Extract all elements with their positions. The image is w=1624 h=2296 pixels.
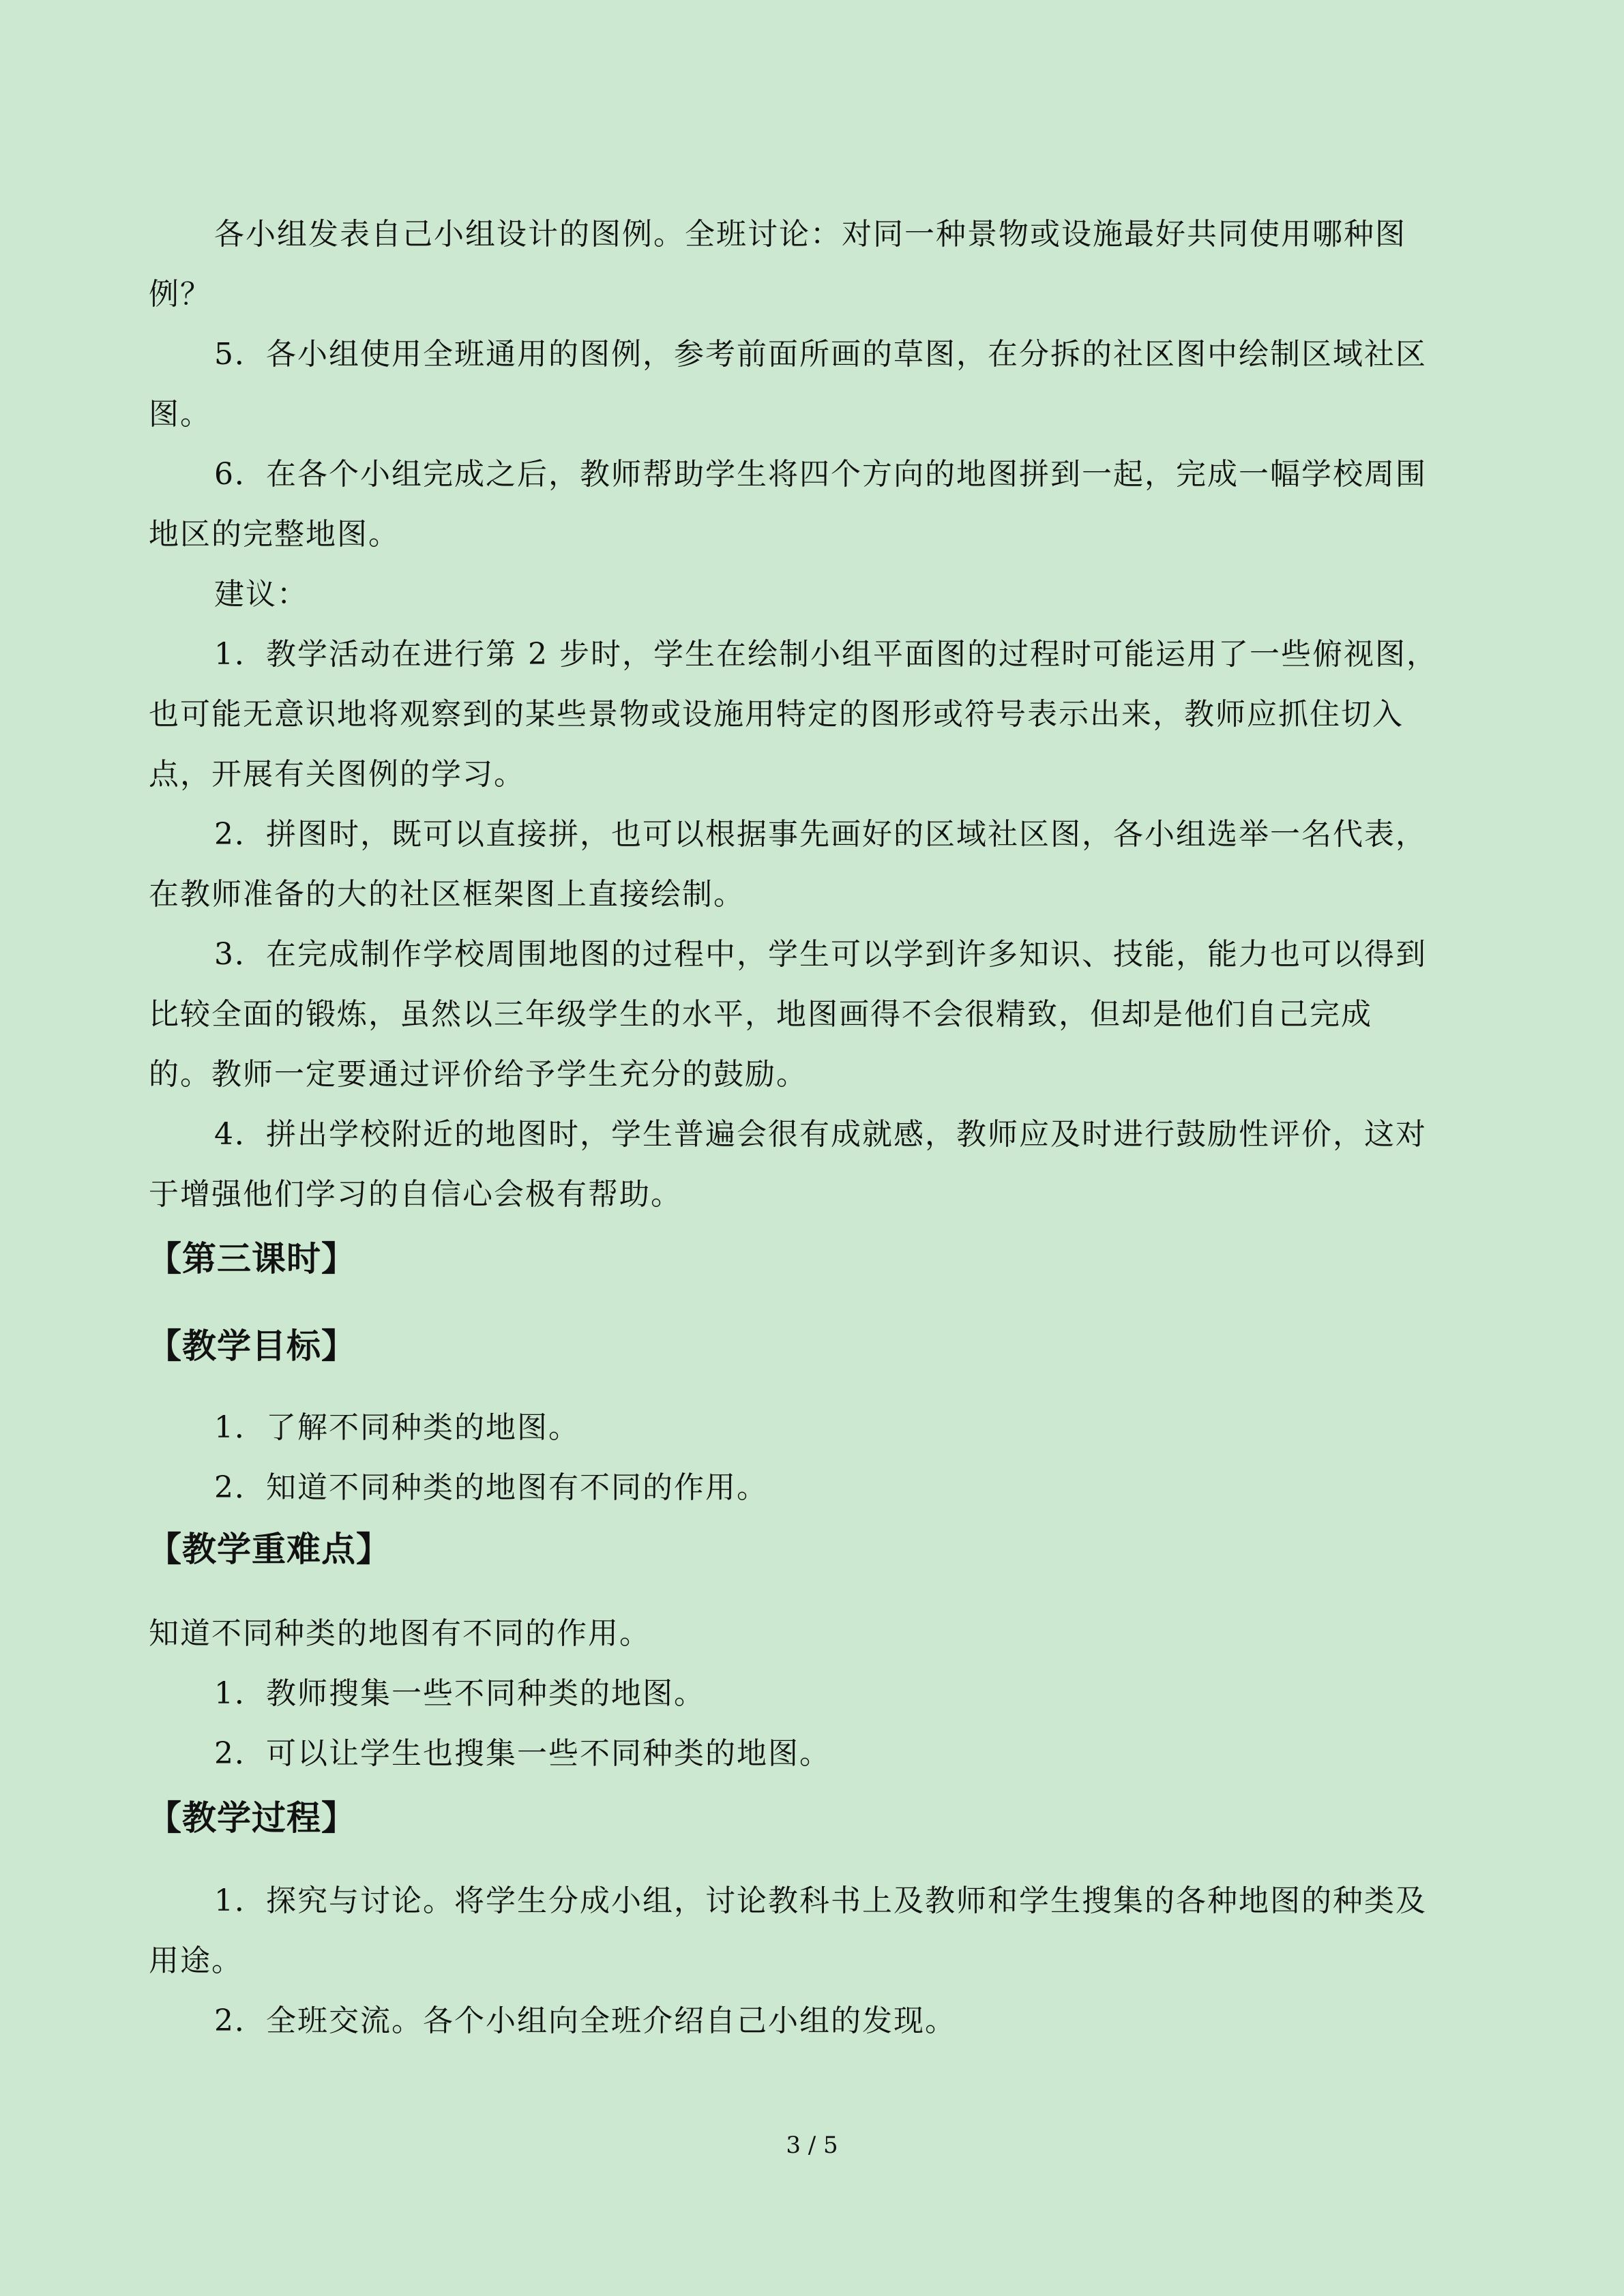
list-item: 1．教师搜集一些不同种类的地图。: [214, 1676, 705, 1711]
paragraph-line: 2．拼图时，既可以直接拼，也可以根据事先画好的区域社区图，各小组选举一名代表，: [214, 817, 1427, 852]
paragraph-line: 地区的完整地图。: [149, 517, 400, 552]
section-heading: 【教学过程】: [147, 1798, 356, 1838]
paragraph-line: 3．在完成制作学校周围地图的过程中，学生可以学到许多知识、技能，能力也可以得到: [214, 937, 1427, 972]
page-number: 3 / 5: [786, 2132, 838, 2159]
paragraph-line: 建议：: [214, 577, 308, 612]
paragraph-line: 于增强他们学习的自信心会极有帮助。: [149, 1177, 682, 1212]
paragraph-line: 1．探究与讨论。将学生分成小组，讨论教科书上及教师和学生搜集的各种地图的种类及: [214, 1883, 1427, 1918]
paragraph-line: 知道不同种类的地图有不同的作用。: [149, 1616, 651, 1651]
paragraph-line: 图。: [149, 397, 211, 432]
paragraph-line: 1．教学活动在进行第 2 步时，学生在绘制小组平面图的过程时可能运用了一些俯视图，: [214, 637, 1438, 672]
paragraph-line: 在教师准备的大的社区框架图上直接绘制。: [149, 877, 745, 912]
paragraph-line: 的。教师一定要通过评价给予学生充分的鼓励。: [149, 1057, 808, 1092]
section-heading: 【第三课时】: [147, 1239, 356, 1279]
list-item: 2．可以让学生也搜集一些不同种类的地图。: [214, 1736, 831, 1771]
paragraph-line: 4．拼出学校附近的地图时，学生普遍会很有成就感，教师应及时进行鼓励性评价，这对: [214, 1117, 1427, 1152]
list-item: 2．知道不同种类的地图有不同的作用。: [214, 1470, 768, 1505]
paragraph-line: 6．在各个小组完成之后，教师帮助学生将四个方向的地图拼到一起，完成一幅学校周围: [214, 457, 1427, 492]
section-heading: 【教学目标】: [147, 1326, 356, 1366]
paragraph-line: 5．各小组使用全班通用的图例，参考前面所画的草图，在分拆的社区图中绘制区域社区: [214, 337, 1427, 372]
paragraph-line: 各小组发表自己小组设计的图例。全班讨论：对同一种景物或设施最好共同使用哪种图: [214, 217, 1406, 252]
paragraph-line: 比较全面的锻炼，虽然以三年级学生的水平，地图画得不会很精致，但却是他们自己完成: [149, 997, 1372, 1032]
paragraph-line: 2．全班交流。各个小组向全班介绍自己小组的发现。: [214, 2003, 956, 2038]
list-item: 1．了解不同种类的地图。: [214, 1410, 580, 1445]
paragraph-line: 也可能无意识地将观察到的某些景物或设施用特定的图形或符号表示出来，教师应抓住切入: [149, 697, 1404, 732]
paragraph-line: 例？: [149, 277, 211, 312]
section-heading: 【教学重难点】: [147, 1530, 391, 1569]
paragraph-line: 点，开展有关图例的学习。: [149, 757, 525, 792]
paragraph-line: 用途。: [149, 1943, 243, 1978]
